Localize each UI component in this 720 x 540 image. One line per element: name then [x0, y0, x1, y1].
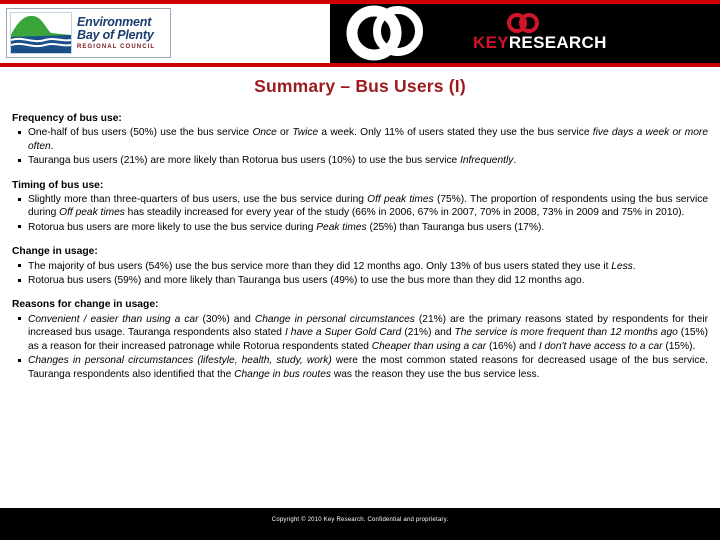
bullet-marker-icon	[18, 359, 21, 362]
list-item-text: The majority of bus users (54%) use the bus service more than they did 12 months ago. Only 13% of bus users stated they use it Less.	[28, 260, 636, 272]
list-item-text: Convenient / easier than using a car (30%) and Change in personal circumstances (21%) are the primary reasons stated by respondents for their increased bus usage. Tauranga respondents also stated I have a Super Gold Card (21%) and The service is more frequent than 12 months ago (15%) as a reason for their increased patronage while Rotorua respondents stated Cheaper than using a car (16%) and I don't have access to a car (15%).	[28, 313, 708, 352]
list-item	[12, 354, 708, 381]
bay-landscape-icon	[10, 12, 72, 54]
slide-body	[12, 112, 708, 392]
section-heading: Reasons for change in usage:	[12, 299, 159, 311]
list-item	[12, 126, 708, 153]
bullet-list	[12, 193, 708, 234]
environment-bay-of-plenty-logo	[6, 8, 171, 58]
key-research-rings-icon	[500, 12, 546, 34]
list-item-text: Changes in personal circumstances (lifestyle, health, study, work) were the most common stated reasons for decreased usage of the bus service. Tauranga respondents also identified that the Change in bus routes was the reason they use the bus service less.	[28, 355, 709, 380]
section-heading: Timing of bus use:	[12, 179, 104, 191]
logo-line-regional-council: REGIONAL COUNCIL	[77, 44, 156, 50]
section-frequency-of-bus-use	[12, 112, 708, 168]
bullet-marker-icon	[18, 225, 21, 228]
list-item-text: Rotorua bus users are more likely to use the bus service during Peak times (25%) than Tauranga bus users (17%).	[28, 221, 545, 233]
slide-footer	[0, 508, 720, 540]
bullet-marker-icon	[18, 317, 21, 320]
bullet-marker-icon	[18, 131, 21, 134]
bullet-list	[12, 313, 708, 381]
list-item	[12, 274, 708, 287]
key-research-wordmark	[473, 33, 607, 53]
logo-wordmark	[72, 16, 170, 50]
logo-line-environment: Environment	[77, 15, 152, 29]
section-reasons-for-change-in-usage	[12, 298, 708, 380]
wordmark-research: RESEARCH	[508, 33, 607, 52]
list-item	[12, 260, 708, 273]
section-heading: Change in usage:	[12, 246, 98, 258]
bullet-marker-icon	[18, 159, 21, 162]
page-title: Summary – Bus Users (I)	[254, 76, 466, 96]
interlocking-rings-decoration-icon	[330, 4, 450, 63]
bullet-marker-icon	[18, 279, 21, 282]
wordmark-key: KEY	[473, 33, 509, 52]
section-heading: Frequency of bus use:	[12, 113, 122, 124]
logo-line-bay-of-plenty: Bay of Plenty	[77, 27, 154, 42]
bullet-list	[12, 260, 708, 288]
bullet-marker-icon	[18, 264, 21, 267]
list-item	[12, 313, 708, 353]
list-item	[12, 154, 708, 167]
bullet-marker-icon	[18, 198, 21, 201]
section-change-in-usage	[12, 245, 708, 287]
header-bottom-rule	[0, 63, 720, 67]
section-timing-of-bus-use	[12, 179, 708, 235]
list-item	[12, 193, 708, 220]
list-item-text: One-half of bus users (50%) use the bus service Once or Twice a week. Only 11% of users stated they use the bus service five days a week or more often.	[28, 127, 708, 152]
list-item	[12, 221, 708, 234]
list-item-text: Rotorua bus users (59%) and more likely than Tauranga bus users (49%) to use the bus more than they did 12 months ago.	[28, 275, 585, 287]
list-item-text: Slightly more than three-quarters of bus users, use the bus service during Off peak times (75%). The proportion of respondents using the bus service during Off peak times has steadily increased for every year of the study (66% in 2006, 67% in 2007, 70% in 2008, 73% in 2009 and 75% in 2010).	[28, 194, 708, 219]
copyright-text: Copyright © 2010 Key Research. Confidential and proprietary.	[271, 517, 449, 523]
slide-header	[0, 0, 720, 67]
list-item-text: Tauranga bus users (21%) are more likely than Rotorua bus users (10%) to use the bus service Infrequently.	[28, 155, 517, 167]
bullet-list	[12, 126, 708, 167]
